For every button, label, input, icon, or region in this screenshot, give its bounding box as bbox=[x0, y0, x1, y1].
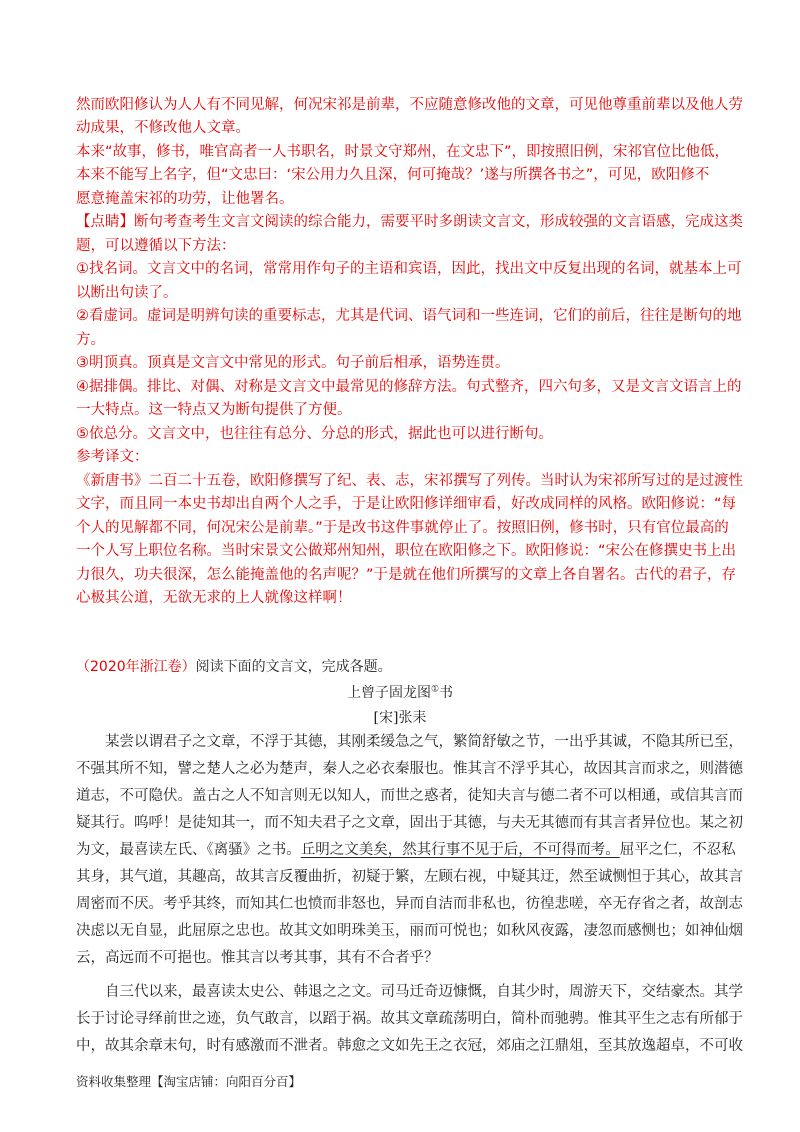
question-instruction: 阅读下面的文言文，完成各题。 bbox=[195, 659, 392, 675]
passage-line: 长于讨论寻绎前世之迹，负气敢言，以蹈于祸。故其文章疏荡明白，简朴而驰骋。惟其平生之志有所郁于 bbox=[76, 1011, 743, 1027]
passage-title-end: 书 bbox=[439, 685, 454, 701]
answer-line: 本来不能写上名字，但“文忠曰：‘宋公用力久且深，何可掩哉？’遂与所撰各书之”，可见，欧阳修不 bbox=[76, 167, 710, 183]
passage-line: 疑其行。呜呼！是徒知其一，而不知夫君子之文章，固出于其德，与夫无其德而有其言者异位也。某之初 bbox=[76, 815, 743, 831]
method-1: ①找名词。文言文中的名词，常常用作句子的主语和宾语，因此，找出文中反复出现的名词，就基本上可 bbox=[76, 261, 742, 277]
translation-line: 心极其公道，无欲无求的上人就像这样啊！ bbox=[76, 590, 352, 606]
passage-line: 自三代以来，最喜读太史公、韩退之之文。司马迁奇迈慷慨，自其少时，周游天下，交结豪杰。其学 bbox=[76, 984, 743, 1000]
answer-line: 动成果，不修改他人文章。 bbox=[76, 120, 250, 136]
question-header bbox=[76, 657, 392, 677]
answer-line: 然而欧阳修认为人人有不同见解，何况宋祁是前辈，不应随意修改他的文章，可见他尊重前辈以及他人劳 bbox=[76, 97, 743, 113]
page-footer: 资料收集整理【淘宝店铺：向阳百分百】 bbox=[76, 1074, 302, 1089]
passage-title-text: 上曾子固龙图 bbox=[346, 685, 431, 701]
tip-heading-line: 【点睛】断句考查考生文言文阅读的综合能力，需要平时多朗读文言文，形成较强的文言语感，完成这类 bbox=[76, 214, 743, 230]
answer-line: 以断出句读了。 bbox=[76, 285, 178, 301]
translation-line: 《新唐书》二百二十五卷，欧阳修撰写了纪、表、志，宋祁撰写了列传。当时认为宋祁所写过的是过渡性 bbox=[76, 473, 743, 489]
method-4: ④据排偶。排比、对偶、对称是文言文中最常见的修辞方法。句式整齐，四六句多，又是文言文语言上的 bbox=[76, 379, 742, 395]
footnote-marker: ① bbox=[430, 684, 440, 695]
translation-line: 一个人写上职位名称。当时宋景文公做郑州知州，职位在欧阳修之下。欧阳修说：“宋公在修撰史书上出 bbox=[76, 543, 737, 559]
translation-heading: 参考译文： bbox=[76, 449, 149, 465]
passage-line: 某尝以谓君子之文章，不浮于其德，其刚柔缓急之气，繁简舒敏之节，一出乎其诚，不隐其所已至， bbox=[76, 734, 743, 750]
passage-line: 中，故其余章末句，时有感激而不泄者。韩愈之文如先王之衣冠，郊庙之江鼎俎，至其放逸超卓，不可收 bbox=[76, 1038, 743, 1054]
passage-line: 不强其所不知，譬之楚人之必为楚声，秦人之必衣秦服也。惟其言不浮乎其心，故因其言而求之，则潜德 bbox=[76, 761, 743, 777]
passage-text: 屈平之仁，不忍私 bbox=[619, 842, 736, 858]
answer-line: 愿意掩盖宋祁的功劳，让他署名。 bbox=[76, 191, 294, 207]
method-3: ③明顶真。顶真是文言文中常见的形式。句子前后相承，语势连贯。 bbox=[76, 355, 510, 371]
answer-line: 题，可以遵循以下方法： bbox=[76, 238, 236, 254]
underlined-sentence: 丘明之文美矣，然其行事不见于后，不可得而考。 bbox=[300, 842, 620, 858]
exam-source: （2020年浙江卷） bbox=[76, 659, 196, 675]
passage-title bbox=[0, 683, 800, 703]
passage-line: 道志，不可隐伏。盖古之人不知言则无以知人，而世之惑者，徒知夫言与德二者不可以相通，或信其言而 bbox=[76, 788, 743, 804]
method-5: ⑤依总分。文言文中，也往往有总分、分总的形式，据此也可以进行断句。 bbox=[76, 426, 553, 442]
answer-line: 一大特点。这一特点又为断句提供了方便。 bbox=[76, 402, 352, 418]
translation-line: 个人的见解都不同，何况宋公是前辈。”于是改书这件事就停止了。按照旧例，修书时，只有官位最高的 bbox=[76, 520, 729, 536]
answer-line: 本来“故事，修书，唯官高者一人书职名，时景文守郑州，在文忠下”，即按照旧例，宋祁官位比他低， bbox=[76, 144, 730, 160]
answer-line: 方。 bbox=[76, 332, 105, 348]
passage-author: [宋]张耒 bbox=[373, 710, 427, 726]
translation-line: 文字，而且同一本史书却出自两个人之手，于是让欧阳修详细审看，好改成同样的风格。欧阳修说：“每 bbox=[76, 496, 737, 512]
passage-text: 为文，最喜读左氏、《离骚》之书。 bbox=[76, 842, 301, 858]
translation-line: 力很久，功夫很深，怎么能掩盖他的名声呢？”于是就在他们所撰写的文章上各自署名。古代的君子，存 bbox=[76, 567, 737, 583]
passage-line: 云，高远而不可挹也。惟其言以考其事，其有不合者乎？ bbox=[76, 950, 439, 966]
passage-line bbox=[76, 839, 736, 861]
method-2: ②看虚词。虚词是明辨句读的重要标志，尤其是代词、语气词和一些连词，它们的前后，往往是断句的地 bbox=[76, 308, 742, 324]
passage-line: 其身，其气道，其趣高，故其言反覆曲折，初疑于繁，左顾右视，中疑其迂，然至诚恻怛于其心，故其言 bbox=[76, 869, 743, 885]
passage-line: 周密而不厌。考乎其终，而知其仁也愤而非怒也，异而自洁而非私也，彷徨悲嗟，卒无存省之者，故剖志 bbox=[76, 896, 743, 912]
passage-line: 决虑以无自显，此屈原之忠也。故其文如明珠美玉，丽而可悦也；如秋风夜露，凄忽而感恻也；如神仙烟 bbox=[76, 923, 743, 939]
